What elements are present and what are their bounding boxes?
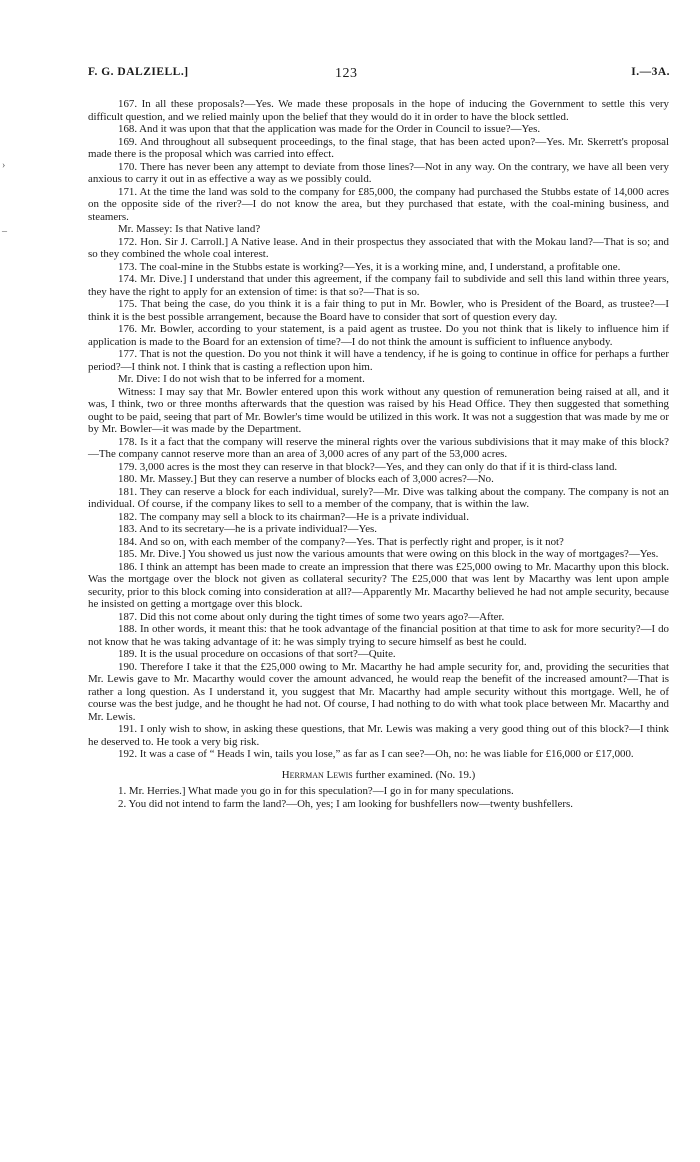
paragraph: 187. Did this not come about only during the tight times of some two years ago?—After. bbox=[118, 610, 505, 623]
paragraph: 176. Mr. Bowler, according to your statement, is a paid agent as trustee. Do you not think that is likely to influence him if application is made to the Board for an extension of time?—I do not think the amount is sufficient to influence anybody. bbox=[88, 323, 669, 348]
paragraph: 1. Mr. Herries.] What made you go in for this speculation?—I go in for many speculations. bbox=[118, 785, 514, 797]
paragraph: 183. And to its secretary—he is a private individual?—Yes. bbox=[118, 523, 378, 535]
paragraph: 192. It was a case of “ Heads I win, tails you lose,” as far as I can see?—Oh, no: he was liable for £16,000 or £17,000. bbox=[118, 748, 634, 760]
paragraph: 190. Therefore I take it that the £25,000 owing to Mr. Macarthy he had ample security for, and, providing the securities that Mr. Lewis gave to Mr. Macarthy would cover the amount advanced, he would reap the benefit of the increased amount?—That is rather a long question. As I understand it, you suggest that Mr. Macarthy had ample security without this mortgage. Well, he of course was the best judge, and he thought he had not. Of course, I had nothing to do with what took place between Mr. Macarthy and Mr. Lewis. bbox=[88, 660, 669, 723]
paragraph: 182. The company may sell a block to its chairman?—He is a private individual. bbox=[118, 510, 469, 523]
header-witness-name: F. G. DALZIELL.] bbox=[88, 66, 189, 78]
page-header bbox=[88, 66, 670, 82]
paragraph: 168. And it was upon that that the application was made for the Order in Council to issue?—Yes. bbox=[118, 123, 541, 135]
paragraph: 173. The coal-mine in the Stubbs estate is working?—Yes, it is a working mine, and, I understand, a profitable one. bbox=[118, 260, 621, 273]
paragraph: 167. In all these proposals?—Yes. We made these proposals in the hope of inducing the Government to settle this very difficult question, and we relied mainly upon the belief that they would do it in order to have the block settled. bbox=[88, 98, 669, 123]
margin-mark: › bbox=[2, 160, 6, 171]
paragraph: 178. Is it a fact that the company will reserve the mineral rights over the various subdivisions that it may make of this block?—The company cannot reserve more than an area of 3,000 acres of any part of the 53,000 acres. bbox=[88, 435, 669, 460]
paper-reference: I.—3A. bbox=[631, 66, 670, 78]
paragraph: 185. Mr. Dive.] You showed us just now the various amounts that were owing on this block in the way of mortgages?—Yes. bbox=[118, 548, 659, 560]
paragraph: 191. I only wish to show, in asking these questions, that Mr. Lewis was making a very good thing out of this block?—I think he deserved to. He took a very big risk. bbox=[88, 723, 669, 748]
subheading-witness: Herrman Lewis bbox=[281, 768, 353, 781]
paragraph: 174. Mr. Dive.] I understand that under this agreement, if the company fail to subdivide and sell this land within three years, they have the right to apply for an extension of time: is that so?—That is so. bbox=[88, 273, 669, 298]
paragraph: 180. Mr. Massey.] But they can reserve a number of blocks each of 3,000 acres?—No. bbox=[118, 473, 494, 485]
paragraph: 181. They can reserve a block for each individual, surely?—Mr. Dive was talking about the company. The company is not an individual. Of course, if the company likes to sell to a member of the company, that is within the law. bbox=[88, 485, 669, 510]
paragraph: Mr. Massey: Is that Native land? bbox=[118, 223, 261, 235]
section-subheading bbox=[88, 769, 669, 782]
paragraph: 179. 3,000 acres is the most they can reserve in that block?—Yes, and they can only do that if it is third-class land. bbox=[118, 460, 618, 473]
question-answer-list bbox=[88, 98, 669, 761]
paragraph: 186. I think an attempt has been made to create an impression that there was £25,000 owing to Mr. Macarthy upon this block. Was the mortgage over the block not given as collateral security? The £25,000 that was lent by Macarthy was lent upon ample security, prior to this block coming into consideration at all?—Apparently Mr. Macarthy believed he had not ample security, because he insisted on getting a mortgage over this block. bbox=[88, 560, 669, 610]
question-answer-list-2 bbox=[88, 785, 669, 810]
paragraph: 171. At the time the land was sold to the company for £85,000, the company had purchased the Stubbs estate of 14,000 acres on the opposite side of the river?—I do not know the area, but they purchased that estate, with the coal-mining business, and steamers. bbox=[88, 185, 669, 223]
paragraph: Mr. Dive: I do not wish that to be inferred for a moment. bbox=[118, 373, 365, 385]
paragraph: 175. That being the case, do you think it is a fair thing to put in Mr. Bowler, who is President of the Board, as trustee?—I think it is the best possible arrangement, because the Board have to consider that sort of question every day. bbox=[88, 298, 669, 323]
paragraph: 172. Hon. Sir J. Carroll.] A Native lease. And in their prospectus they associated that with the Mokau land?—That is so; and so they combined the whole coal interest. bbox=[88, 235, 669, 260]
subheading-text: further examined. (No. 19.) bbox=[352, 768, 476, 781]
paragraph: 188. In other words, it meant this: that he took advantage of the financial position at that time to ask for more security?—I do not know that he was taking advantage of it: he was simply trying to secure himself as best he could. bbox=[88, 623, 669, 648]
paragraph: 189. It is the usual procedure on occasions of that sort?—Quite. bbox=[118, 648, 396, 660]
document-body bbox=[88, 98, 669, 810]
paragraph: 170. There has never been any attempt to deviate from those lines?—Not in any way. On the contrary, we have all been very anxious to carry it out in as effective a way as we possibly could. bbox=[88, 160, 669, 185]
paragraph: Witness: I may say that Mr. Bowler entered upon this work without any question of remuneration being raised at all, and it was, I think, two or three months afterwards that the question was raised by his Head Office. They then suggested that something ought to be paid, seeing that part of Mr. Bowler's time would be utilized in this work. It was not a suggestion that was made by me or by Mr. Bowler—it was made by the Department. bbox=[88, 385, 669, 435]
paragraph: 169. And throughout all subsequent proceedings, to the final stage, that has been acted upon?—Yes. Mr. Skerrett's proposal made there is the proposal which was carried into effect. bbox=[88, 135, 669, 160]
paragraph: 2. You did not intend to farm the land?—Oh, yes; I am looking for bushfellers now—twenty bushfellers. bbox=[118, 797, 573, 810]
paragraph: 177. That is not the question. Do you not think it will have a tendency, if he is going to continue in office for perhaps a further period?—I think not. I think that is casting a reflection upon him. bbox=[88, 348, 669, 373]
margin-mark: – bbox=[2, 226, 7, 237]
page-number: 123 bbox=[335, 66, 358, 81]
paragraph: 184. And so on, with each member of the company?—Yes. That is perfectly right and proper, is it not? bbox=[118, 535, 564, 548]
